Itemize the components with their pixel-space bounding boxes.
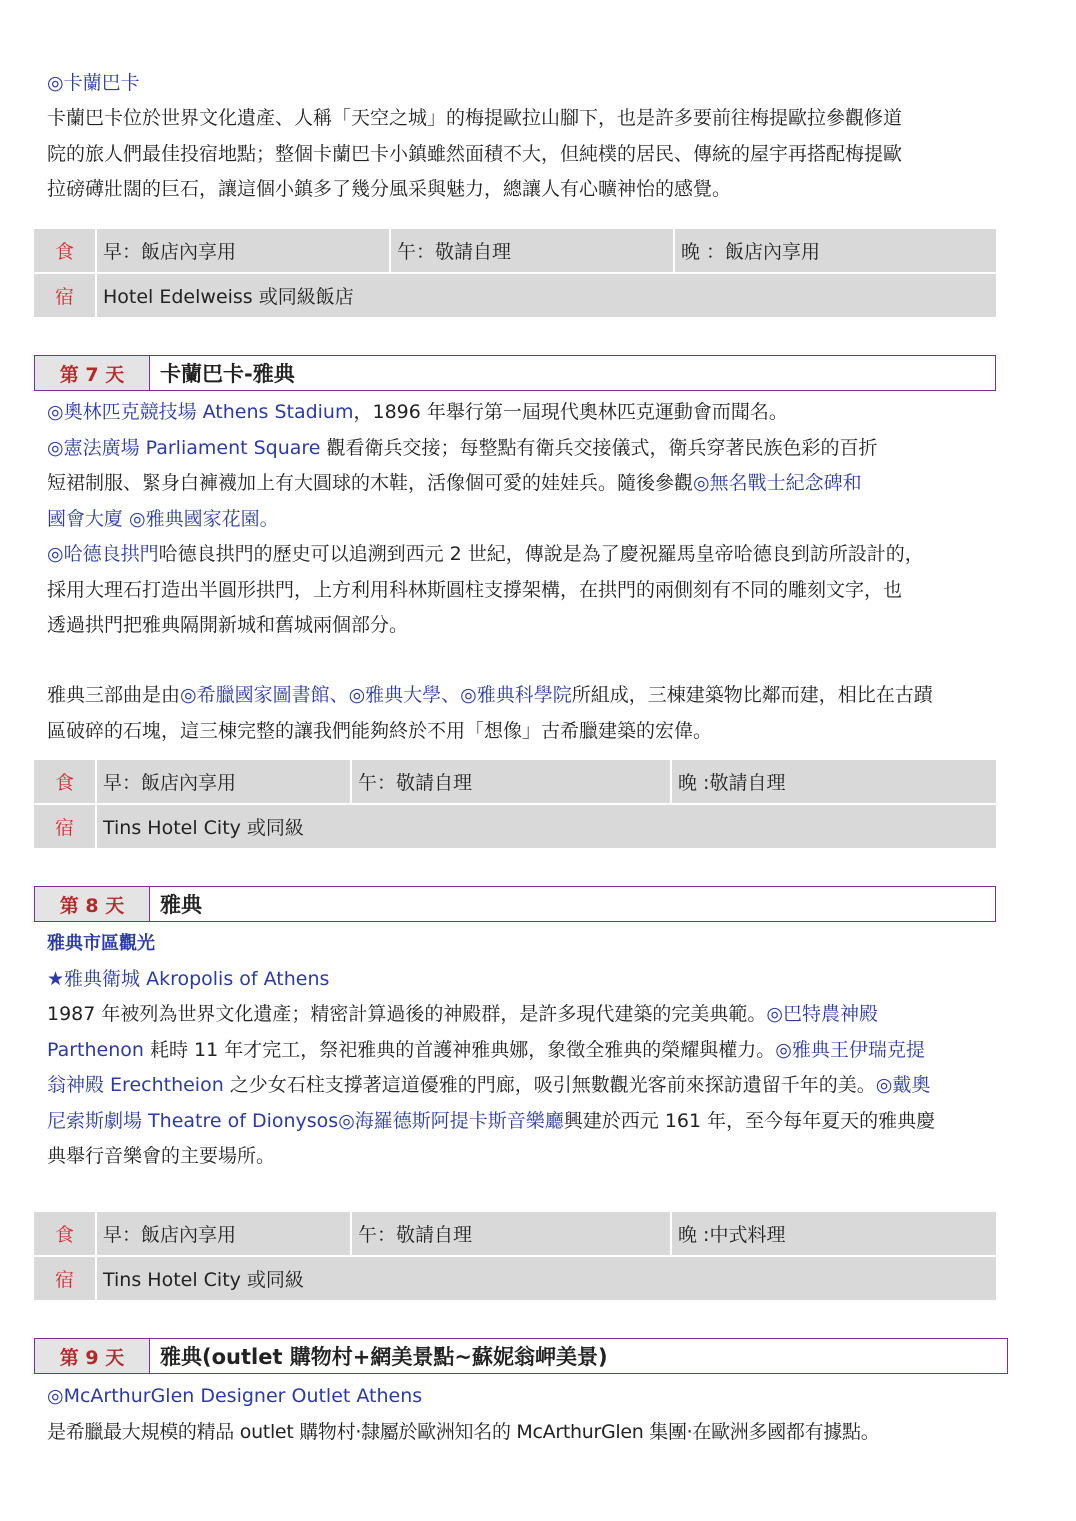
meal-table-day6 xyxy=(34,229,996,319)
meal-key: 食 xyxy=(34,760,95,803)
stay-row xyxy=(34,274,996,317)
hotel-cell: Tins Hotel City 或同級 xyxy=(97,1257,996,1300)
dinner-cell: 晚 :中式料理 xyxy=(672,1212,996,1255)
breakfast-cell: 早：飯店內享用 xyxy=(97,1212,350,1255)
meal-row xyxy=(34,1212,996,1255)
outlet-heading: ◎McArthurGlen Designer Outlet Athens xyxy=(47,1385,423,1407)
meal-table-day7 xyxy=(34,760,996,850)
hotel-cell: Tins Hotel City 或同級 xyxy=(97,805,996,848)
lunch-cell: 午：敬請自理 xyxy=(352,1212,670,1255)
dinner-cell: 晚 ：飯店內享用 xyxy=(675,229,996,272)
stay-key: 宿 xyxy=(34,805,95,848)
day8-header xyxy=(34,886,996,922)
day7-label: 第 7 天 xyxy=(35,356,150,390)
meal-table-day8 xyxy=(34,1212,996,1302)
stay-key: 宿 xyxy=(34,274,95,317)
meal-key: 食 xyxy=(34,1212,95,1255)
stay-row xyxy=(34,805,996,848)
acropolis-heading: ★雅典衛城 Akropolis of Athens xyxy=(47,967,330,990)
breakfast-cell: 早：飯店內享用 xyxy=(97,229,389,272)
day8-subtitle: 雅典市區觀光 xyxy=(47,933,155,954)
day9-content xyxy=(47,1379,1037,1450)
hotel-cell: Hotel Edelweiss 或同級飯店 xyxy=(97,274,996,317)
breakfast-cell: 早：飯店內享用 xyxy=(97,760,350,803)
stay-key: 宿 xyxy=(34,1257,95,1300)
meal-key: 食 xyxy=(34,229,95,272)
dinner-cell: 晚 :敬請自理 xyxy=(672,760,996,803)
day7-trilogy: 雅典三部曲是由◎希臘國家圖書館、◎雅典大學、◎雅典科學院所組成，三棟建築物比鄰而建，相比在古蹟 區破碎的石塊，這三棟完整的讓我們能夠終於不用「想像」古希臘建築的宏偉。 xyxy=(47,684,933,742)
day9-title: 雅典(outlet 購物村+網美景點~蘇妮翁岬美景) xyxy=(160,1345,608,1369)
lunch-cell: 午：敬請自理 xyxy=(391,229,673,272)
lunch-cell: 午：敬請自理 xyxy=(352,760,670,803)
outlet-desc: 是希臘最大規模的精品 outlet 購物村‧隸屬於歐洲知名的 McArthurGlen 集團‧在歐洲多國都有據點。 xyxy=(47,1420,880,1443)
meal-row xyxy=(34,760,996,803)
day8-title: 雅典 xyxy=(160,893,202,917)
meal-row xyxy=(34,229,996,272)
stay-row xyxy=(34,1257,996,1300)
day7-header xyxy=(34,355,996,391)
day7-title: 卡蘭巴卡-雅典 xyxy=(160,362,295,386)
kalambaka-heading: ◎卡蘭巴卡 xyxy=(47,72,140,94)
day7-content: ◎奧林匹克競技場 Athens Stadium，1896 年舉行第一屆現代奧林匹克運動會而聞名。 ◎憲法廣場 Parliament Square 觀看衛兵交接；每整點有衛兵交接儀式，衛兵穿著民族色彩的百折 短裙制服、緊身白褲襪加上有大圓球的木鞋，活像個可愛的娃娃兵。隨後參觀◎無名戰士紀念碑和 國會大廈 ◎雅典國家花園。 ◎哈德良拱門哈德良拱門的歷史可以追溯到西元 2 世紀，傳說是為了慶祝羅馬皇帝哈德良到訪所設計的， 採用大理石打造出半圓形拱門，上方利用科林斯圓柱支撐架構，在拱門的兩側刻有不同的雕刻文字，也 透過拱門把雅典隔開新城和舊城兩個部分。 xyxy=(47,401,924,636)
day8-label: 第 8 天 xyxy=(35,887,150,921)
kalambaka-desc: 卡蘭巴卡位於世界文化遺產、人稱「天空之城」的梅提歐拉山腳下，也是許多要前往梅提歐拉參觀修道 院的旅人們最佳投宿地點；整個卡蘭巴卡小鎮雖然面積不大，但純樸的居民、傳統的屋宇再搭配梅提歐 拉磅礡壯闊的巨石，讓這個小鎮多了幾分風采與魅力，總讓人有心曠神怡的感覺。 xyxy=(47,107,903,200)
day8-content: 雅典市區觀光 ★雅典衛城 Akropolis of Athens 1987 年被列為世界文化遺產；精密計算過後的神殿群，是許多現代建築的完美典範。◎巴特農神殿 Parthenon 耗時 11 年才完工，祭祀雅典的首護神雅典娜，象徵全雅典的榮耀與權力。◎雅典王伊瑞克提 翁神殿 Erechtheion 之少女石柱支撐著這道優雅的門廊，吸引無數觀光客前來探訪遺留千年的美。◎戴奧 尼索斯劇場 Theatre of Dionysos◎海羅德斯阿提卡斯音樂廳興建於西元 161 年，至今每年夏天的雅典慶 典舉行音樂會的主要場所。 xyxy=(47,926,1037,1175)
day9-label: 第 9 天 xyxy=(35,1339,150,1373)
day9-header xyxy=(34,1338,1008,1374)
